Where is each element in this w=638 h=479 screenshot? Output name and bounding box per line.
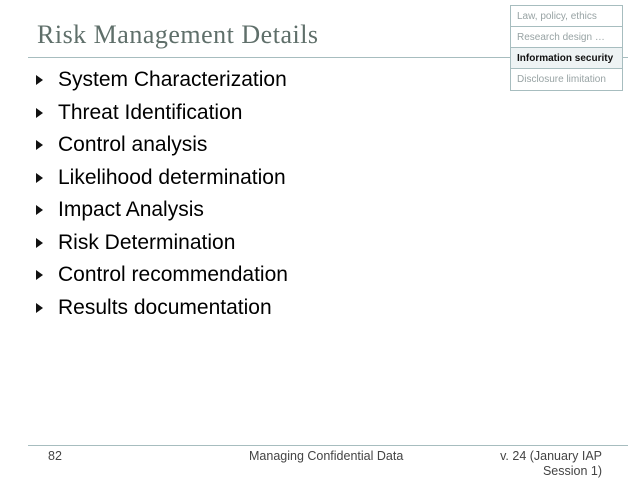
footer-title: Managing Confidential Data: [249, 449, 404, 463]
bullet-item: [36, 259, 288, 292]
bullet-text: System Characterization: [58, 68, 287, 91]
bullet-item: [36, 227, 288, 260]
bullet-item: [36, 129, 288, 162]
triangle-right-icon: [36, 173, 43, 183]
bullet-text: Control analysis: [58, 133, 208, 156]
bullet-list: [36, 64, 288, 324]
triangle-right-icon: [36, 75, 43, 85]
footer-version-line-2: Session 1): [542, 464, 602, 478]
triangle-right-icon: [36, 270, 43, 280]
footer-divider: [28, 445, 628, 446]
triangle-right-icon: [36, 140, 43, 150]
nav-item-information-security: Information security: [511, 48, 622, 69]
triangle-right-icon: [36, 108, 43, 118]
bullet-text: Impact Analysis: [58, 198, 204, 221]
slide-title: Risk Management Details: [37, 20, 319, 49]
bullet-item: [36, 64, 288, 97]
triangle-right-icon: [36, 205, 43, 215]
bullet-text: Results documentation: [58, 295, 272, 319]
footer-version: [472, 449, 602, 479]
footer-version-line-1: v. 24 (January IAP: [500, 449, 602, 463]
triangle-right-icon: [36, 303, 43, 313]
bullet-text: Likelihood determination: [58, 165, 286, 189]
page-number: 82: [48, 449, 62, 463]
bullet-item: [36, 292, 288, 325]
bullet-item: [36, 162, 288, 195]
triangle-right-icon: [36, 238, 43, 248]
bullet-text: Threat Identification: [58, 100, 243, 124]
section-nav-box: [510, 5, 623, 91]
bullet-text: Control recommendation: [58, 263, 288, 286]
bullet-item: [36, 194, 288, 227]
nav-item-law-policy-ethics: Law, policy, ethics: [511, 6, 622, 27]
bullet-item: [36, 97, 288, 130]
bullet-text: Risk Determination: [58, 230, 236, 254]
nav-item-disclosure-limitation: Disclosure limitation: [517, 74, 606, 85]
nav-item-research-design: Research design …: [511, 27, 622, 48]
